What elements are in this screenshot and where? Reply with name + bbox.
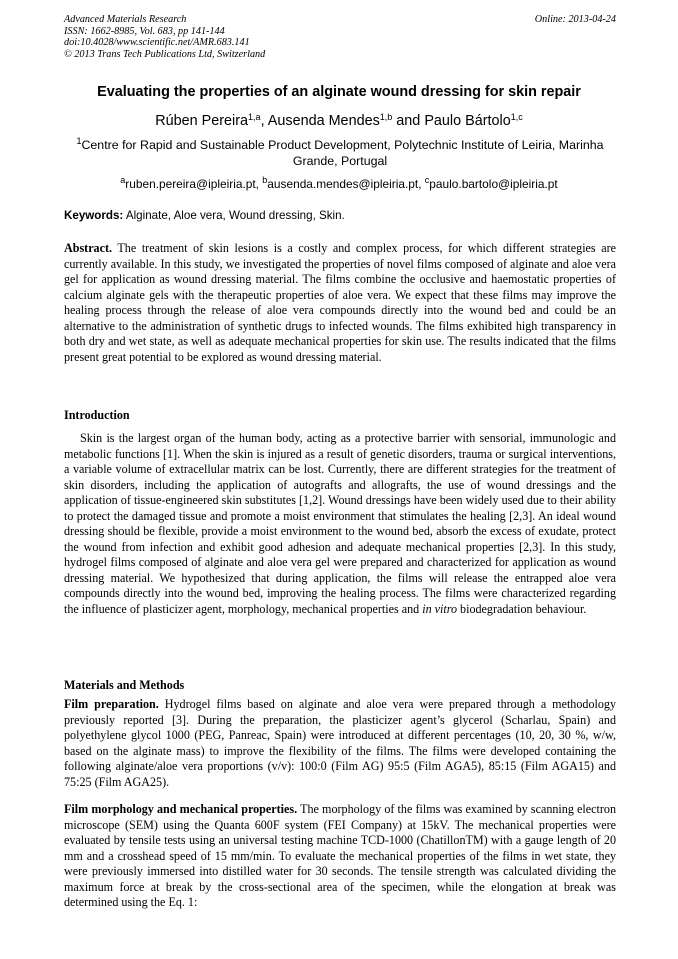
- film-morphology-label: Film morphology and mechanical properties.: [64, 802, 298, 816]
- abstract-text: The treatment of skin lesions is a costly and complex process, for which different strategies are currently available. In this study, we investigated the properties of novel films composed of alginate and aloe vera gel for application as wound dressing material. The films combine the occlusive and haemostatic properties of calcium alginate gels with the therapeutic properties of aloe vera. We expect that these films may improve the healing process through the release of aloe vera compounds directly into the wound bed and could be an alternative to the administration of synthetic drugs to infected wounds. The films exhibited high transparency in both dry and wet state, as well as adequate mechanical properties for skin use. The results indicated that the films present great potential to be explored as wound dressing material.: [64, 241, 616, 364]
- author-name: Paulo Bártolo: [424, 113, 511, 129]
- journal-header: [64, 14, 616, 60]
- email-link[interactable]: ausenda.mendes@ipleiria.pt: [267, 177, 419, 191]
- journal-name: Advanced Materials Research: [64, 14, 187, 25]
- journal-issn: ISSN: 1662-8985, Vol. 683, pp 141-144: [64, 25, 225, 37]
- introduction-italic: in vitro: [422, 601, 458, 616]
- author-emails: [0, 177, 678, 191]
- email-separator: ,: [255, 177, 263, 191]
- affiliation-sup: 1: [76, 136, 82, 146]
- email-sup: c: [424, 175, 430, 185]
- email-separator: ,: [418, 177, 425, 191]
- methods-heading: Materials and Methods: [64, 678, 185, 692]
- abstract: [64, 241, 616, 365]
- paper-title: Evaluating the properties of an alginate wound dressing for skin repair: [97, 84, 581, 100]
- film-preparation-paragraph: [64, 697, 616, 790]
- introduction-paragraph: [64, 431, 616, 617]
- author-name: Rúben Pereira: [155, 113, 249, 129]
- affiliation: [64, 138, 616, 169]
- author-name: Ausenda Mendes: [267, 113, 380, 129]
- keywords-text: Alginate, Aloe vera, Wound dressing, Skin.: [125, 209, 345, 222]
- email-sup: a: [120, 175, 126, 185]
- film-morphology-text: The morphology of the films was examined by scanning electron microscope (SEM) using the Quanta 600F system (FEI Company) at 15kV. The mechanical properties were evaluated by tensile tests using an universal testing machine TCD-1000 (ChatillonTM) with a gauge length of 20 mm and a crosshead speed of 15 mm/min. To evaluate the mechanical properties of the films in wet state, they were previously immersed into distilled water for 30 seconds. The tensile strength was calculated dividing the maximum force at break by the cross-sectional area of the specimen, while the elongation at break was determined using the Eq. 1:: [64, 802, 616, 909]
- author-affil-sup: 1,a: [248, 112, 261, 122]
- email-link[interactable]: paulo.bartolo@ipleiria.pt: [429, 177, 558, 191]
- author-list: [0, 113, 678, 129]
- film-preparation-text: Hydrogel films based on alginate and aloe vera were prepared through a methodology previously reported [3]. During the preparation, the plasticizer agent’s glycerol (Scharlau, Spain) and polyethylene glycol 1000 (PEG, Panreac, Spain) were introduced at different percentages (10, 20, 30 %, w/w, based on the alginate mass) to improve the flexibility of the films. The films were developed containing the following alginate/aloe vera proportions (v/v): 100:0 (Film AG) 95:5 (Film AGA5), 85:15 (Film AGA15) and 75:25 (Film AGA25).: [64, 697, 616, 789]
- keywords: [64, 209, 616, 222]
- journal-doi: doi:10.4028/www.scientific.net/AMR.683.141: [64, 37, 250, 49]
- abstract-label: Abstract.: [64, 241, 113, 255]
- author-separator: and: [392, 113, 425, 129]
- email-sup: b: [262, 175, 268, 185]
- affiliation-text: Centre for Rapid and Sustainable Product Development, Polytechnic Institute of Leiria, Marinha Grande, Portugal: [81, 138, 604, 168]
- introduction-text-end: biodegradation behaviour.: [457, 601, 587, 616]
- film-morphology-paragraph: [64, 802, 616, 911]
- author-affil-sup: 1,b: [379, 112, 393, 122]
- introduction-heading: Introduction: [64, 408, 130, 422]
- author-affil-sup: 1,c: [510, 112, 523, 122]
- journal-copyright: © 2013 Trans Tech Publications Ltd, Switzerland: [64, 48, 266, 60]
- keywords-label: Keywords:: [64, 209, 124, 222]
- author-separator: ,: [260, 113, 268, 129]
- email-link[interactable]: ruben.pereira@ipleiria.pt: [125, 177, 256, 191]
- online-date: Online: 2013-04-24: [534, 14, 616, 25]
- introduction-text: Skin is the largest organ of the human body, acting as a protective barrier with sensorial, immunologic and metabolic functions [1]. When the skin is injured as a result of genetic disorders, trauma or surgical interventions, a variable volume of extracellular matrix can be lost. Currently, there are different strategies for the treatment of skin disorders, including the application of autografts and allografts, the use of wound dressings and the application of tissue-engineered skin substitutes [1,2]. Wound dressings have been widely used due to their ability to protect the damaged tissue and promote a moist environment that stimulates the healing [2,3]. An ideal wound dressing should be flexible, provide a moist environment to the wound bed, absorb the excess of exudate, protect the wound from infection and exhibit good adhesion and adequate mechanical properties [2,3]. In this study, hydrogel films composed of alginate and aloe vera gel were prepared and characterized for application as wound dressing material. We hypothesized that during application, the films will release the entrapped aloe vera compounds directly into the wound bed, improving the healing process. The films were characterized regarding the influence of plasticizer agent, morphology, mechanical properties and: [64, 431, 616, 616]
- film-preparation-label: Film preparation.: [64, 697, 159, 711]
